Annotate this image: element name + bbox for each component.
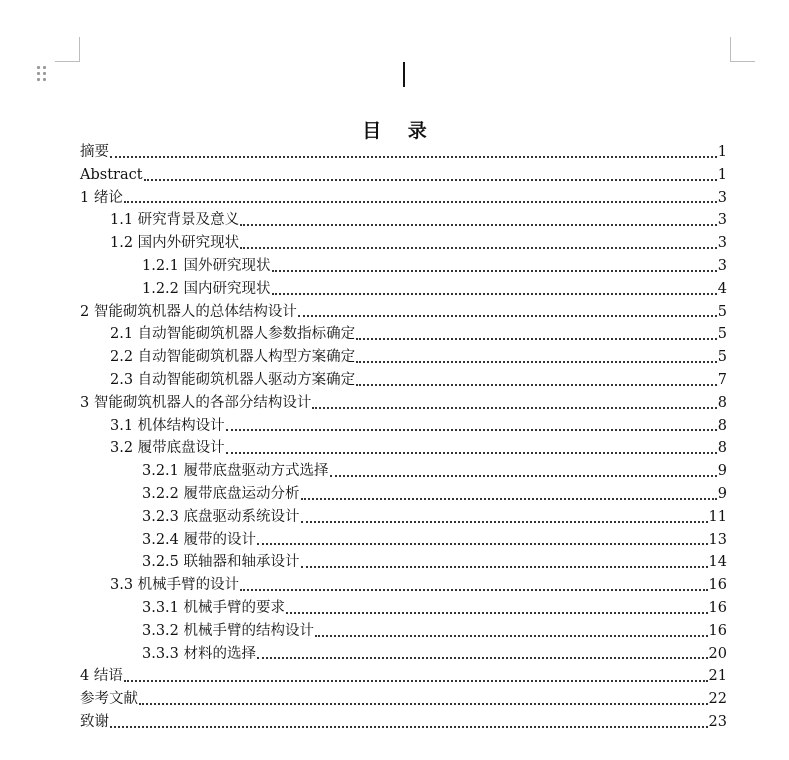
toc-entry-text: 1.2.2 国内研究现状 [142,280,271,297]
toc-page-number: 1 [717,166,727,183]
toc-entry[interactable] [80,141,727,164]
text-cursor [403,62,405,87]
toc-entry-text: 3.2.1 履带底盘驱动方式选择 [142,463,329,480]
toc-dot-leader [356,383,717,386]
drag-handle-icon[interactable] [37,66,47,82]
toc-entry-text: 2 智能砌筑机器人的总体结构设计 [80,303,297,320]
toc-dot-leader [286,611,708,614]
toc-entry[interactable] [80,437,727,460]
toc-entry-text: 3.3.1 机械手臂的要求 [142,599,286,616]
toc-page-number: 16 [708,577,727,594]
toc-dot-leader [315,634,708,637]
toc-entry-text: 3.3.2 机械手臂的结构设计 [142,622,315,639]
toc-dot-leader [110,725,708,728]
toc-dot-leader [139,702,708,705]
toc-dot-leader [356,337,717,340]
toc-entry-text: 3.2.5 联轴器和轴承设计 [142,554,300,571]
toc-entry[interactable] [80,688,727,711]
toc-page-number: 16 [708,622,727,639]
toc-entry-text: 3.2.4 履带的设计 [142,531,257,548]
toc-dot-leader [356,360,717,363]
toc-page-number: 8 [717,417,727,434]
toc-entry-text: 1.2.1 国外研究现状 [142,257,271,274]
toc-entry[interactable] [80,620,727,643]
toc-page-number: 1 [717,144,727,160]
toc-entry-text: 3.3.3 材料的选择 [142,645,257,662]
toc-title: 目 录 [362,120,437,142]
toc-entry-text: 3.2 履带底盘设计 [110,440,225,457]
toc-dot-leader [301,520,708,523]
toc-page-number: 5 [717,303,727,320]
toc-page-number: 21 [708,668,727,685]
toc-entry[interactable] [80,209,727,232]
toc-entry[interactable] [80,574,727,597]
toc-entry-text: 1.1 研究背景及意义 [110,212,240,229]
toc-entry[interactable] [80,187,727,210]
toc-dot-leader [240,588,707,591]
toc-page-number: 4 [717,280,727,297]
toc-dot-leader [124,679,708,682]
toc-page-number: 3 [717,212,727,229]
page-corner-mark-top-left [55,37,80,62]
toc-page-number: 5 [717,349,727,366]
toc-entry-text: 3.1 机体结构设计 [110,417,225,434]
toc-entry[interactable] [80,255,727,278]
toc-entry[interactable] [80,597,727,620]
toc-dot-leader [272,292,717,295]
toc-entry[interactable] [80,369,727,392]
toc-entry[interactable] [80,711,727,734]
toc-entry[interactable] [80,551,727,574]
toc-page-number: 20 [708,645,727,662]
toc-page-number: 13 [708,531,727,548]
toc-entry[interactable] [80,665,727,688]
toc-entry[interactable] [80,164,727,187]
toc-dot-leader [124,200,717,203]
table-of-contents [80,141,727,734]
toc-entry[interactable] [80,506,727,529]
toc-entry[interactable] [80,529,727,552]
toc-page-number: 3 [717,189,727,206]
toc-dot-leader [226,451,717,454]
toc-page-number: 9 [717,485,727,502]
toc-entry[interactable] [80,301,727,324]
toc-page-number: 22 [708,691,727,708]
toc-entry[interactable] [80,232,727,255]
toc-entry-text: 3 智能砌筑机器人的各部分结构设计 [80,394,312,411]
toc-dot-leader [330,474,717,477]
toc-entry-text: Abstract [80,166,143,183]
toc-page-number: 7 [717,371,727,388]
toc-dot-leader [301,565,708,568]
toc-dot-leader [272,269,717,272]
toc-page-number: 3 [717,235,727,252]
toc-entry-text: 参考文献 [80,691,138,708]
toc-page-number: 3 [717,257,727,274]
toc-page-number: 16 [708,599,727,616]
toc-entry-text: 1 绪论 [80,189,123,206]
toc-entry[interactable] [80,278,727,301]
toc-entry-text: 2.3 自动智能砌筑机器人驱动方案确定 [110,371,356,388]
toc-page-number: 5 [717,326,727,343]
toc-entry-text: 2.1 自动智能砌筑机器人参数指标确定 [110,326,356,343]
toc-dot-leader [110,155,717,158]
toc-entry-text: 3.3 机械手臂的设计 [110,577,240,594]
toc-dot-leader [226,428,717,431]
toc-entry[interactable] [80,643,727,666]
toc-dot-leader [257,656,708,659]
toc-entry-text: 4 结语 [80,668,123,685]
toc-entry-text: 1.2 国内外研究现状 [110,235,240,252]
page-corner-mark-top-right [730,37,755,62]
toc-entry[interactable] [80,483,727,506]
toc-entry-text: 3.2.3 底盘驱动系统设计 [142,508,300,525]
toc-entry-text: 3.2.2 履带底盘运动分析 [142,485,300,502]
toc-dot-leader [257,542,708,545]
toc-dot-leader [240,246,717,249]
toc-dot-leader [312,406,716,409]
toc-dot-leader [240,223,717,226]
toc-page-number: 9 [717,463,727,480]
toc-entry[interactable] [80,323,727,346]
toc-dot-leader [298,314,717,317]
toc-entry-text: 摘要 [80,144,109,160]
toc-page-number: 11 [708,508,727,525]
toc-entry-text: 2.2 自动智能砌筑机器人构型方案确定 [110,349,356,366]
toc-page-number: 8 [717,394,727,411]
toc-dot-leader [144,178,717,181]
toc-page-number: 14 [708,554,727,571]
toc-page-number: 23 [708,713,727,730]
toc-entry[interactable] [80,415,727,438]
toc-entry[interactable] [80,346,727,369]
toc-entry[interactable] [80,392,727,415]
toc-entry[interactable] [80,460,727,483]
toc-entry-text: 致谢 [80,713,109,730]
toc-page-number: 8 [717,440,727,457]
toc-dot-leader [301,497,717,500]
